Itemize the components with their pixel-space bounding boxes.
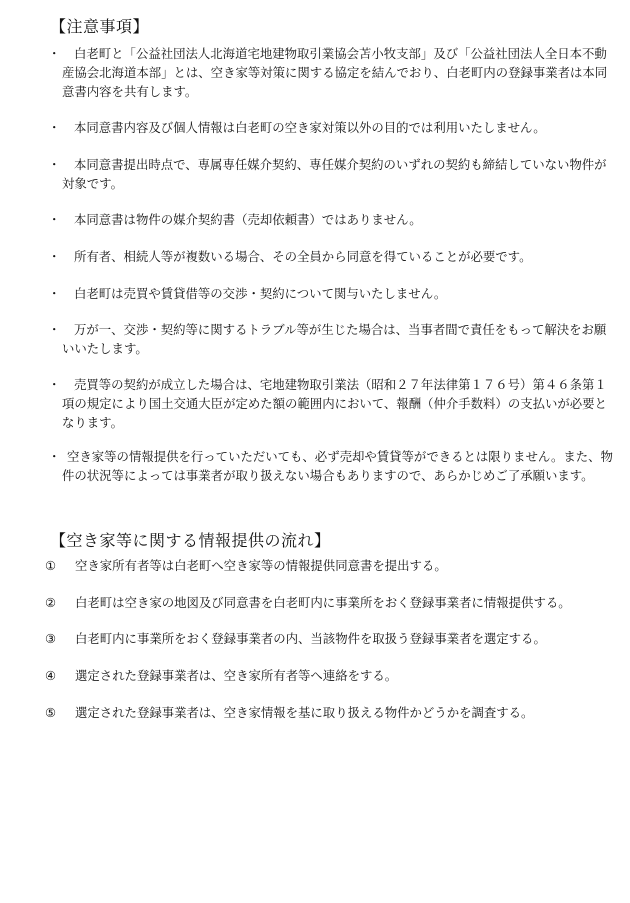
note-text: 本同意書は物件の媒介契約書（売却依頼書）ではありません。 (74, 212, 422, 227)
step-number: ④ (45, 668, 57, 683)
flow-step (45, 703, 625, 722)
flow-heading: 【空き家等に関する情報提供の流れ】 (50, 531, 331, 550)
bullet: ・ (48, 449, 61, 464)
bullet: ・ (48, 322, 61, 337)
bullet: ・ (48, 212, 61, 227)
note-item (48, 247, 618, 266)
note-text: 白老町と「公益社団法人北海道宅地建物取引業協会苫小牧支部」及び「公益社団法人全日本不動産協会北海道本部」とは、空き家等対策に関する協定を結んでおり、白老町内の登録事業者は本同意書内容を共有します。 (62, 46, 608, 99)
step-number: ② (45, 595, 57, 610)
note-item (48, 320, 618, 358)
note-text: 本同意書内容及び個人情報は白老町の空き家対策以外の目的では利用いたしません。 (74, 120, 546, 135)
step-text: 白老町内に事業所をおく登録事業者の内、当該物件を取扱う登録事業者を選定する。 (75, 631, 546, 646)
note-text: 所有者、相続人等が複数いる場合、その全員から同意を得ていることが必要です。 (74, 249, 532, 264)
bullet: ・ (48, 377, 61, 392)
step-text: 選定された登録事業者は、空き家所有者等へ連絡をする。 (75, 668, 398, 683)
flow-step (45, 629, 625, 648)
bullet: ・ (48, 157, 61, 172)
bullet: ・ (48, 286, 61, 301)
step-text: 空き家所有者等は白老町へ空き家等の情報提供同意書を提出する。 (75, 558, 447, 573)
step-text: 白老町は空き家の地図及び同意書を白老町内に事業所をおく登録事業者に情報提供する。 (75, 595, 571, 610)
note-text: 本同意書提出時点で、専属専任媒介契約、専任媒介契約のいずれの契約も締結していない物件が対象です。 (62, 157, 607, 191)
bullet: ・ (48, 249, 61, 264)
note-text: 万が一、交渉・契約等に関するトラブル等が生じた場合は、当事者間で責任をもって解決をお願いいたします。 (62, 322, 607, 356)
flow-step (45, 593, 625, 612)
step-text: 選定された登録事業者は、空き家情報を基に取り扱える物件かどうかを調査する。 (75, 705, 534, 720)
note-item (48, 284, 618, 303)
note-item (48, 375, 618, 432)
note-text: 白老町は売買や賃貸借等の交渉・契約について関与いたしません。 (74, 286, 447, 301)
flow-step (45, 666, 625, 685)
bullet: ・ (48, 46, 61, 61)
note-item (48, 210, 618, 229)
note-item (48, 44, 618, 101)
step-number: ③ (45, 631, 57, 646)
note-text: 売買等の契約が成立した場合は、宅地建物取引業法（昭和２７年法律第１７６号）第４６条第１項の規定により国土交通大臣が定めた額の範囲内において、報酬（仲介手数料）の支払いが必要となります。 (62, 377, 607, 430)
note-text: 空き家等の情報提供を行っていただいても、必ず売却や賃貸等ができるとは限りません。また、物件の状況等によっては事業者が取り扱えない場合もありますので、あらかじめご了承願います。 (62, 449, 613, 483)
notes-heading: 【注意事項】 (50, 17, 150, 36)
step-number: ⑤ (45, 705, 57, 720)
flow-step (45, 556, 625, 575)
note-item (48, 447, 618, 485)
note-item (48, 118, 618, 137)
note-item (48, 155, 618, 193)
bullet: ・ (48, 120, 61, 135)
step-number: ① (45, 558, 57, 573)
